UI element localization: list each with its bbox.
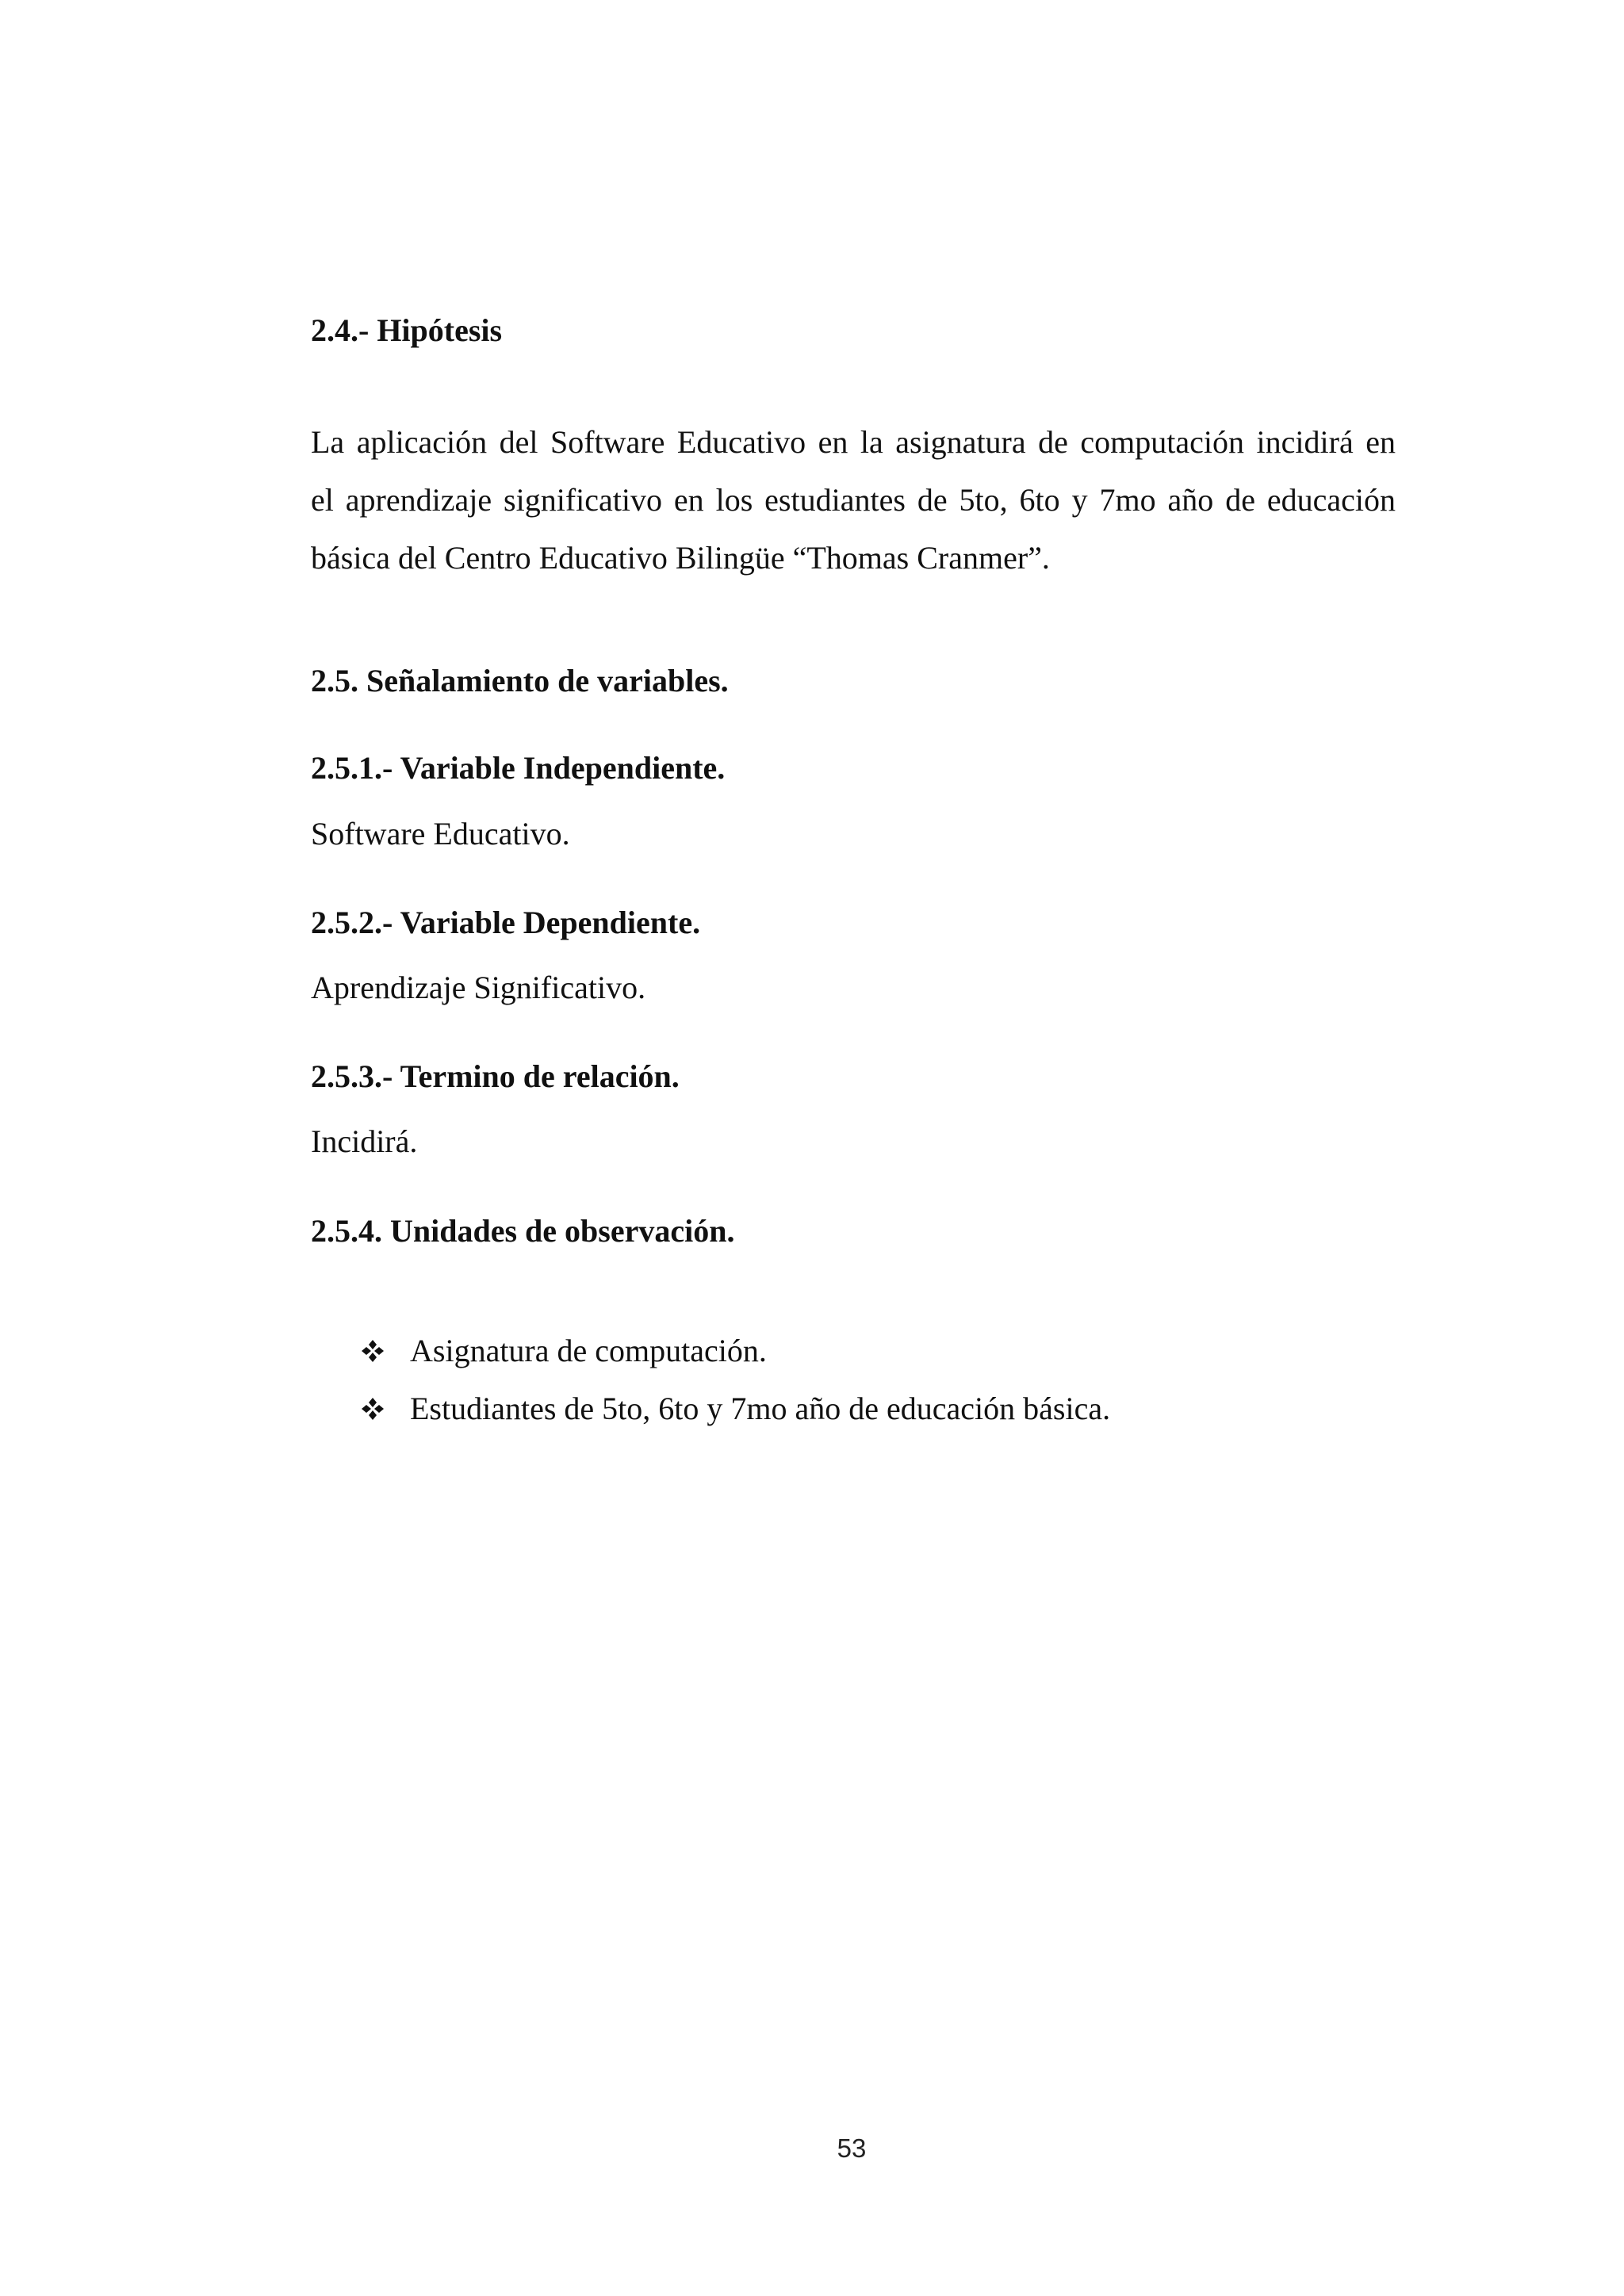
subheading-relation-term: 2.5.3.- Termino de relación.: [311, 1058, 680, 1094]
subheading-observation-units: 2.5.4. Unidades de observación.: [311, 1213, 735, 1249]
dependent-variable-text: Aprendizaje Significativo.: [311, 970, 646, 1005]
observation-item-text: Estudiantes de 5to, 6to y 7mo año de educación básica.: [410, 1391, 1111, 1426]
page-number: 53: [837, 2133, 867, 2163]
four-diamond-bullet-icon: [361, 1397, 385, 1421]
hypothesis-line-2: el aprendizaje significativo en los estudiantes de 5to, 6to y 7mo año de educación: [311, 482, 1396, 518]
subheading-independent-variable: 2.5.1.- Variable Independiente.: [311, 750, 726, 786]
observation-list-item: [361, 1390, 1110, 1428]
observation-list-item: [361, 1332, 767, 1370]
subheading-dependent-variable: 2.5.2.- Variable Dependiente.: [311, 905, 701, 940]
hypothesis-line-1: La aplicación del Software Educativo en la asignatura de computación incidirá en: [311, 424, 1396, 460]
independent-variable-text: Software Educativo.: [311, 816, 570, 851]
hypothesis-line-3: básica del Centro Educativo Bilingüe “Thomas Cranmer”.: [311, 540, 1050, 576]
section-heading-hipotesis: 2.4.- Hipótesis: [311, 312, 503, 348]
observation-item-text: Asignatura de computación.: [410, 1333, 767, 1368]
relation-term-text: Incidirá.: [311, 1123, 418, 1159]
section-heading-variables: 2.5. Señalamiento de variables.: [311, 663, 729, 698]
four-diamond-bullet-icon: [361, 1339, 385, 1363]
